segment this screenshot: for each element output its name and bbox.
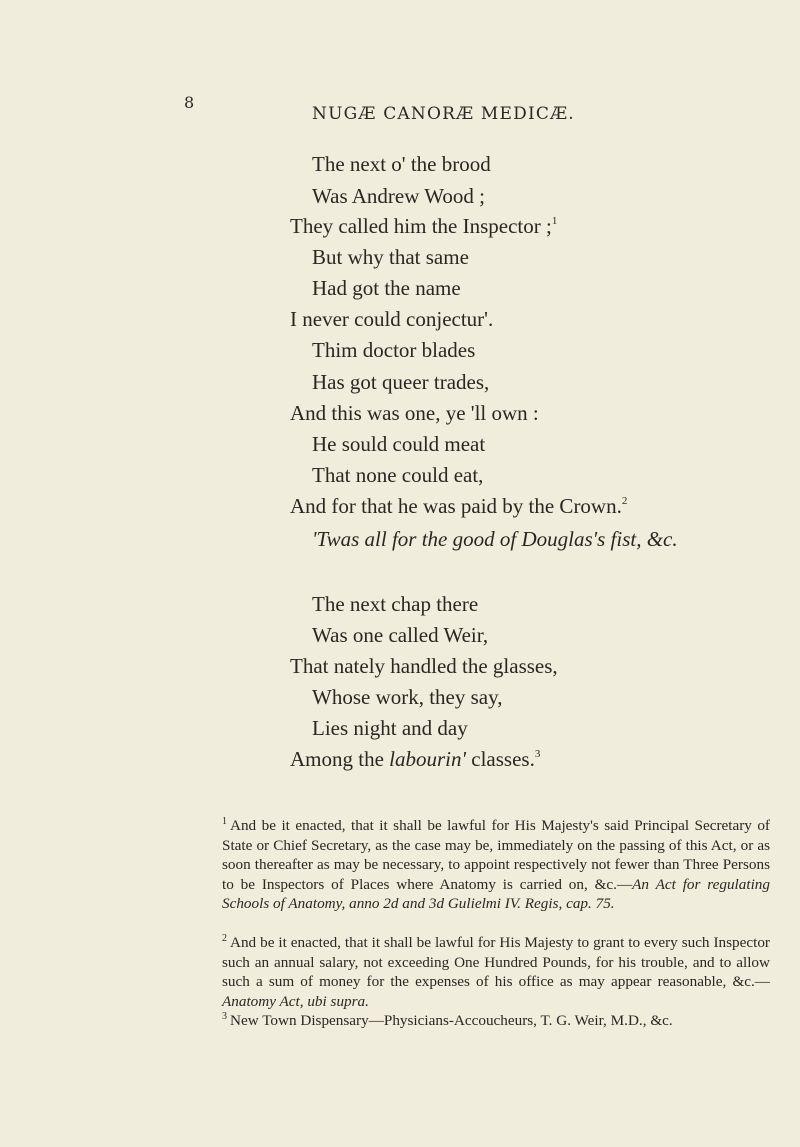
verse-line: That none could eat, [312, 463, 484, 487]
verse-line: They called him the Inspector ;$^1$ [290, 214, 558, 238]
verse-line: Whose work, they say, [312, 685, 503, 709]
verse-line: Had got the name [312, 276, 461, 300]
verse-line: The next chap there [312, 592, 479, 616]
verse-line: Thim doctor blades [312, 338, 476, 362]
verse-line: That nately handled the glasses, [290, 654, 558, 678]
footnote-mark: 1 [551, 215, 558, 227]
verse-line: And for that he was paid by the Crown.$^2$ [290, 494, 628, 518]
verse-line: And this was one, ye 'll own : [290, 401, 539, 425]
footnote-mark: 2 [621, 495, 628, 507]
verse-line: I never could conjectur'. [290, 307, 494, 331]
footnote-1: $^1$ And be it enacted, that it shall be lawful for His Majesty's said Principal Secretary of State or Chief Secretary, as the case may be, immediately on the passing of this Act, or as soon thereafter as may be necessary, to appoint respectively not fewer than Three Persons to be Inspectors of Places where Anatomy is carried on, &c.—An Act for regulating Schools of Anatomy, anno 2d and 3d Gulielmi IV. Regis, cap. 75. [222, 816, 770, 912]
refrain-line: 'Twas all for the good of Douglas's fist, &c. [312, 527, 678, 551]
running-title: NUGÆ CANORÆ MEDICÆ. [312, 104, 575, 124]
verse-line: He sould could meat [312, 432, 486, 456]
page-number: 8 [184, 93, 195, 112]
verse-line: The next o' the brood [312, 152, 491, 176]
verse-line: Was one called Weir, [312, 623, 489, 647]
verse-line: Among the labourin' classes.$^3$ [290, 747, 541, 771]
footnote-mark: 3 [534, 748, 541, 760]
italic-word: labourin' [389, 747, 466, 771]
verse-line: But why that same [312, 245, 469, 269]
footnote-2: $^2$ And be it enacted, that it shall be lawful for His Majesty to grant to every such Inspector such an annual salary, not exceeding One Hundred Pounds, for his trouble, and to allow such a sum of money for the expenses of his office as may appear reasonable, &c.—Anatomy Act, ubi supra. [222, 933, 770, 1010]
verse-line: Has got queer trades, [312, 370, 490, 394]
footnote-3: $^3$ New Town Dispensary—Physicians-Accoucheurs, T. G. Weir, M.D., &c. [222, 1011, 673, 1029]
verse-line: Was Andrew Wood ; [312, 184, 485, 208]
verse-line: Lies night and day [312, 716, 468, 740]
